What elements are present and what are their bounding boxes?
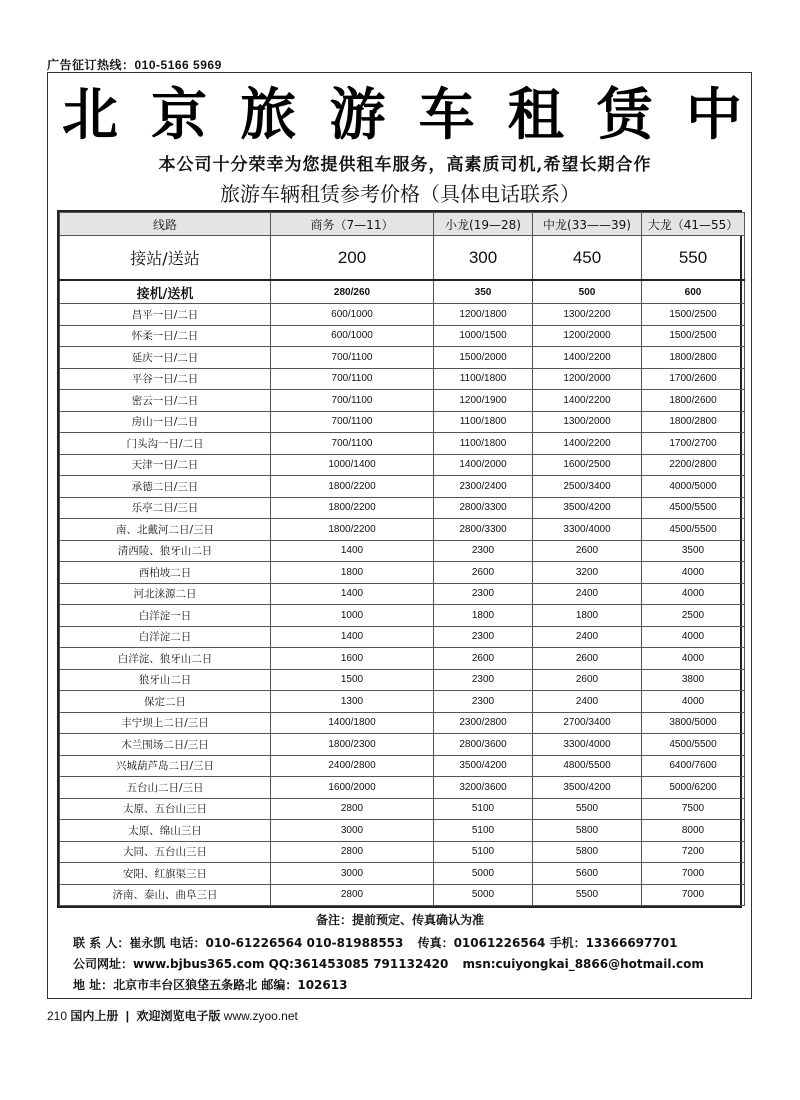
route-cell: 怀柔一日/二日	[60, 325, 271, 347]
price-cell: 1800	[533, 605, 642, 627]
price-cell: 600	[642, 280, 745, 304]
price-cell: 1100/1800	[434, 368, 533, 390]
table-row	[60, 691, 745, 713]
price-table	[57, 210, 742, 908]
price-cell: 2600	[533, 540, 642, 562]
table-row	[60, 519, 745, 541]
price-cell: 350	[434, 280, 533, 304]
price-cell: 7200	[642, 841, 745, 863]
price-cell: 5500	[533, 798, 642, 820]
table-row	[60, 734, 745, 756]
route-cell: 狼牙山二日	[60, 669, 271, 691]
title-char: 旅	[240, 82, 297, 148]
table-row	[60, 583, 745, 605]
price-cell: 1400/2000	[434, 454, 533, 476]
title-char: 游	[329, 82, 386, 148]
price-cell: 1800/2600	[642, 390, 745, 412]
price-cell: 1400	[271, 626, 434, 648]
route-cell: 接站/送站	[60, 236, 271, 281]
price-cell: 4500/5500	[642, 519, 745, 541]
price-cell: 2300	[434, 669, 533, 691]
price-cell: 700/1100	[271, 411, 434, 433]
route-cell: 大同、五台山三日	[60, 841, 271, 863]
price-cell: 1400	[271, 583, 434, 605]
company-title	[62, 80, 742, 148]
price-cell: 2700/3400	[533, 712, 642, 734]
table-row	[60, 755, 745, 777]
ad-hotline: 广告征订热线：010-5166 5969	[47, 58, 222, 72]
price-cell: 1200/2000	[533, 368, 642, 390]
table-row	[60, 433, 745, 455]
price-cell: 5500	[533, 884, 642, 906]
airport-transfer-row	[60, 280, 745, 304]
price-cell: 3500/4200	[533, 777, 642, 799]
price-cell: 4000	[642, 583, 745, 605]
footer-divider: |	[125, 1009, 130, 1023]
route-cell: 木兰围场二日/三日	[60, 734, 271, 756]
title-char: 京	[151, 82, 208, 148]
price-cell: 2300	[434, 583, 533, 605]
price-cell: 1800/2200	[271, 476, 434, 498]
col-header-medium: 中龙(33——39)	[533, 213, 642, 236]
price-cell: 1000	[271, 605, 434, 627]
price-cell: 700/1100	[271, 433, 434, 455]
price-cell: 700/1100	[271, 390, 434, 412]
price-cell: 3200/3600	[434, 777, 533, 799]
price-cell: 1800/2800	[642, 347, 745, 369]
col-header-route: 线路	[60, 213, 271, 236]
contact-phone: 联 系 人：崔永凯 电话：010-61226564 010-81988553	[73, 936, 404, 950]
price-cell: 2500	[642, 605, 745, 627]
table-header-row	[60, 213, 745, 236]
price-cell: 5000	[434, 863, 533, 885]
title-char: 租	[507, 82, 564, 148]
price-cell: 1600/2000	[271, 777, 434, 799]
price-cell: 4000/5000	[642, 476, 745, 498]
price-cell: 200	[271, 236, 434, 281]
col-header-large: 大龙（41—55）	[642, 213, 745, 236]
price-cell: 3500/4200	[434, 755, 533, 777]
table-row	[60, 841, 745, 863]
price-cell: 1400/2200	[533, 390, 642, 412]
price-cell: 6400/7600	[642, 755, 745, 777]
price-cell: 2800	[271, 841, 434, 863]
table-row	[60, 820, 745, 842]
table-row	[60, 304, 745, 326]
price-cell: 2800	[271, 798, 434, 820]
price-cell: 1700/2700	[642, 433, 745, 455]
price-cell: 5000	[434, 884, 533, 906]
price-table-title: 旅游车辆租赁参考价格（具体电话联系）	[220, 182, 580, 206]
price-cell: 1800/2300	[271, 734, 434, 756]
price-cell: 2400	[533, 626, 642, 648]
price-cell: 1100/1800	[434, 433, 533, 455]
price-cell: 3500	[642, 540, 745, 562]
price-cell: 280/260	[271, 280, 434, 304]
price-cell: 4000	[642, 648, 745, 670]
price-cell: 600/1000	[271, 304, 434, 326]
route-cell: 密云一日/二日	[60, 390, 271, 412]
price-cell: 3800/5000	[642, 712, 745, 734]
section-name: 国内上册	[70, 1009, 119, 1023]
table-row	[60, 325, 745, 347]
price-cell: 2200/2800	[642, 454, 745, 476]
route-cell: 平谷一日/二日	[60, 368, 271, 390]
table-row	[60, 454, 745, 476]
route-cell: 延庆一日/二日	[60, 347, 271, 369]
table-row	[60, 648, 745, 670]
booking-note: 备注：提前预定、传真确认为准	[315, 913, 484, 927]
contact-msn: msn:cuiyongkai_8866@hotmail.com	[462, 957, 704, 971]
price-cell: 700/1100	[271, 347, 434, 369]
slogan: 本公司十分荣幸为您提供租车服务，高素质司机,希望长期合作	[158, 155, 652, 175]
price-cell: 4800/5500	[533, 755, 642, 777]
price-cell: 5800	[533, 841, 642, 863]
table-row	[60, 497, 745, 519]
table-row	[60, 368, 745, 390]
price-cell: 2800/3600	[434, 734, 533, 756]
route-cell: 五台山二日/三日	[60, 777, 271, 799]
price-cell: 4500/5500	[642, 497, 745, 519]
price-cell: 3200	[533, 562, 642, 584]
price-cell: 600/1000	[271, 325, 434, 347]
price-cell: 1300	[271, 691, 434, 713]
price-cell: 4500/5500	[642, 734, 745, 756]
table-row	[60, 540, 745, 562]
route-cell: 安阳、红旗渠三日	[60, 863, 271, 885]
price-cell: 450	[533, 236, 642, 281]
price-cell: 1200/2000	[533, 325, 642, 347]
table-row	[60, 390, 745, 412]
route-cell: 河北涞源二日	[60, 583, 271, 605]
title-char: 车	[418, 82, 475, 148]
price-cell: 300	[434, 236, 533, 281]
price-cell: 2300	[434, 691, 533, 713]
price-cell: 1500/2000	[434, 347, 533, 369]
table-row	[60, 605, 745, 627]
price-cell: 4000	[642, 626, 745, 648]
table-row	[60, 798, 745, 820]
route-cell: 清西陵、狼牙山二日	[60, 540, 271, 562]
route-cell: 南、北戴河二日/三日	[60, 519, 271, 541]
price-cell: 2400/2800	[271, 755, 434, 777]
price-cell: 2300	[434, 540, 533, 562]
price-cell: 1200/1800	[434, 304, 533, 326]
route-cell: 白洋淀、狼牙山二日	[60, 648, 271, 670]
price-cell: 2800/3300	[434, 497, 533, 519]
title-char: 中	[685, 82, 742, 148]
price-cell: 1800/2200	[271, 519, 434, 541]
contact-address: 地 址：北京市丰台区狼垡五条路北 邮编：102613	[73, 978, 348, 992]
price-cell: 500	[533, 280, 642, 304]
route-cell: 白洋淀一日	[60, 605, 271, 627]
route-cell: 白洋淀二日	[60, 626, 271, 648]
price-cell: 1200/1900	[434, 390, 533, 412]
price-cell: 4000	[642, 562, 745, 584]
col-header-business: 商务（7—11）	[271, 213, 434, 236]
price-cell: 4000	[642, 691, 745, 713]
price-cell: 1500	[271, 669, 434, 691]
route-cell: 西柏坡二日	[60, 562, 271, 584]
price-cell: 3300/4000	[533, 734, 642, 756]
price-cell: 5000/6200	[642, 777, 745, 799]
price-cell: 2800/3300	[434, 519, 533, 541]
route-cell: 太原、绵山三日	[60, 820, 271, 842]
price-cell: 7000	[642, 863, 745, 885]
route-cell: 兴城葫芦岛二日/三日	[60, 755, 271, 777]
price-cell: 1400	[271, 540, 434, 562]
price-cell: 3000	[271, 820, 434, 842]
price-cell: 3800	[642, 669, 745, 691]
route-cell: 承德二日/三日	[60, 476, 271, 498]
price-cell: 2500/3400	[533, 476, 642, 498]
price-cell: 1600	[271, 648, 434, 670]
route-cell: 天津一日/二日	[60, 454, 271, 476]
table-row	[60, 411, 745, 433]
price-cell: 1600/2500	[533, 454, 642, 476]
price-cell: 2400	[533, 583, 642, 605]
table-row	[60, 777, 745, 799]
price-cell: 1400/1800	[271, 712, 434, 734]
price-cell: 5100	[434, 841, 533, 863]
price-cell: 5800	[533, 820, 642, 842]
price-cell: 1000/1400	[271, 454, 434, 476]
price-cell: 2300/2800	[434, 712, 533, 734]
price-cell: 1300/2200	[533, 304, 642, 326]
price-cell: 1000/1500	[434, 325, 533, 347]
price-cell: 700/1100	[271, 368, 434, 390]
route-cell: 济南、泰山、曲阜三日	[60, 884, 271, 906]
route-cell: 房山一日/二日	[60, 411, 271, 433]
route-cell: 太原、五台山三日	[60, 798, 271, 820]
contact-line	[73, 934, 687, 951]
price-cell: 1700/2600	[642, 368, 745, 390]
title-char: 北	[62, 82, 118, 148]
price-cell: 5100	[434, 820, 533, 842]
price-cell: 1400/2200	[533, 347, 642, 369]
price-cell: 3000	[271, 863, 434, 885]
table-row	[60, 884, 745, 906]
table-row	[60, 712, 745, 734]
route-cell: 丰宁坝上二日/三日	[60, 712, 271, 734]
contact-web-line	[73, 955, 714, 972]
price-cell: 5100	[434, 798, 533, 820]
route-cell: 保定二日	[60, 691, 271, 713]
route-cell: 门头沟一日/二日	[60, 433, 271, 455]
page-footer	[47, 1007, 298, 1024]
price-cell: 1800/2200	[271, 497, 434, 519]
price-cell: 7500	[642, 798, 745, 820]
page-number: 210	[47, 1009, 68, 1023]
price-cell: 2300/2400	[434, 476, 533, 498]
price-cell: 2600	[533, 648, 642, 670]
price-cell: 1500/2500	[642, 325, 745, 347]
price-cell: 1500/2500	[642, 304, 745, 326]
price-cell: 1300/2000	[533, 411, 642, 433]
price-cell: 1800	[271, 562, 434, 584]
price-cell: 2300	[434, 626, 533, 648]
price-cell: 2800	[271, 884, 434, 906]
footer-site: www.zyoo.net	[223, 1009, 298, 1023]
price-cell: 1400/2200	[533, 433, 642, 455]
price-cell: 550	[642, 236, 745, 281]
contact-fax-mobile: 传真：01061226564 手机：13366697701	[417, 936, 678, 950]
table-row	[60, 626, 745, 648]
price-cell: 3500/4200	[533, 497, 642, 519]
station-transfer-row	[60, 236, 745, 281]
route-cell: 昌平一日/二日	[60, 304, 271, 326]
route-cell: 接机/送机	[60, 280, 271, 304]
price-cell: 2600	[434, 562, 533, 584]
col-header-small: 小龙(19—28)	[434, 213, 533, 236]
table-row	[60, 669, 745, 691]
price-cell: 5600	[533, 863, 642, 885]
table-row	[60, 476, 745, 498]
table-row	[60, 347, 745, 369]
price-cell: 7000	[642, 884, 745, 906]
price-cell: 2400	[533, 691, 642, 713]
footer-tagline: 欢迎浏览电子版	[136, 1009, 221, 1023]
table-row	[60, 863, 745, 885]
price-cell: 1800/2800	[642, 411, 745, 433]
route-cell: 乐亭二日/三日	[60, 497, 271, 519]
table-row	[60, 562, 745, 584]
price-cell: 2600	[533, 669, 642, 691]
price-cell: 1800	[434, 605, 533, 627]
title-char: 赁	[596, 82, 653, 148]
price-cell: 8000	[642, 820, 745, 842]
contact-website-qq: 公司网址：www.bjbus365.com QQ:361453085 791132420	[73, 957, 449, 971]
price-cell: 2600	[434, 648, 533, 670]
price-cell: 3300/4000	[533, 519, 642, 541]
price-cell: 1100/1800	[434, 411, 533, 433]
